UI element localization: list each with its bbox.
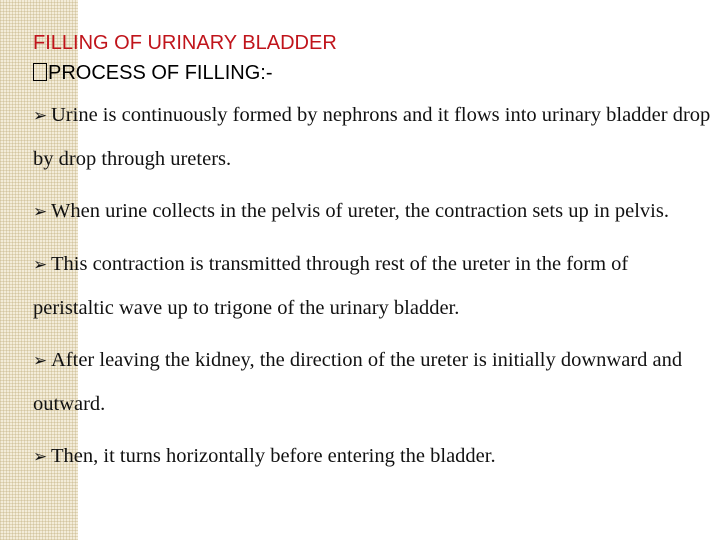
bullet-text: Urine is continuously formed by nephrons and it flows into urinary bladder drop by drop through ureters. [33, 104, 711, 170]
bullet-text: When urine collects in the pelvis of ureter, the contraction sets up in pelvis. [51, 200, 669, 222]
bullet-text: After leaving the kidney, the direction of the ureter is initially downward and outward. [33, 349, 683, 415]
arrowhead-bullet-icon: ➢ [33, 351, 48, 371]
bullet-item [33, 435, 713, 479]
arrowhead-bullet-icon: ➢ [33, 202, 48, 222]
missing-glyph-icon [33, 63, 47, 81]
arrowhead-bullet-icon: ➢ [33, 447, 48, 467]
bullet-item [33, 339, 713, 426]
arrowhead-bullet-icon: ➢ [33, 255, 48, 275]
bullet-item [33, 190, 713, 234]
arrowhead-bullet-icon: ➢ [33, 106, 48, 126]
bullet-item [33, 243, 713, 330]
bullet-list [33, 94, 713, 488]
bullet-item [33, 94, 713, 181]
bullet-text: Then, it turns horizontally before entering the bladder. [51, 445, 496, 467]
section-heading [33, 60, 272, 86]
slide-title: FILLING OF URINARY BLADDER [33, 32, 337, 54]
section-heading-text: PROCESS OF FILLING:- [48, 62, 273, 84]
bullet-text: This contraction is transmitted through rest of the ureter in the form of peristaltic wave up to trigone of the urinary bladder. [33, 253, 629, 319]
